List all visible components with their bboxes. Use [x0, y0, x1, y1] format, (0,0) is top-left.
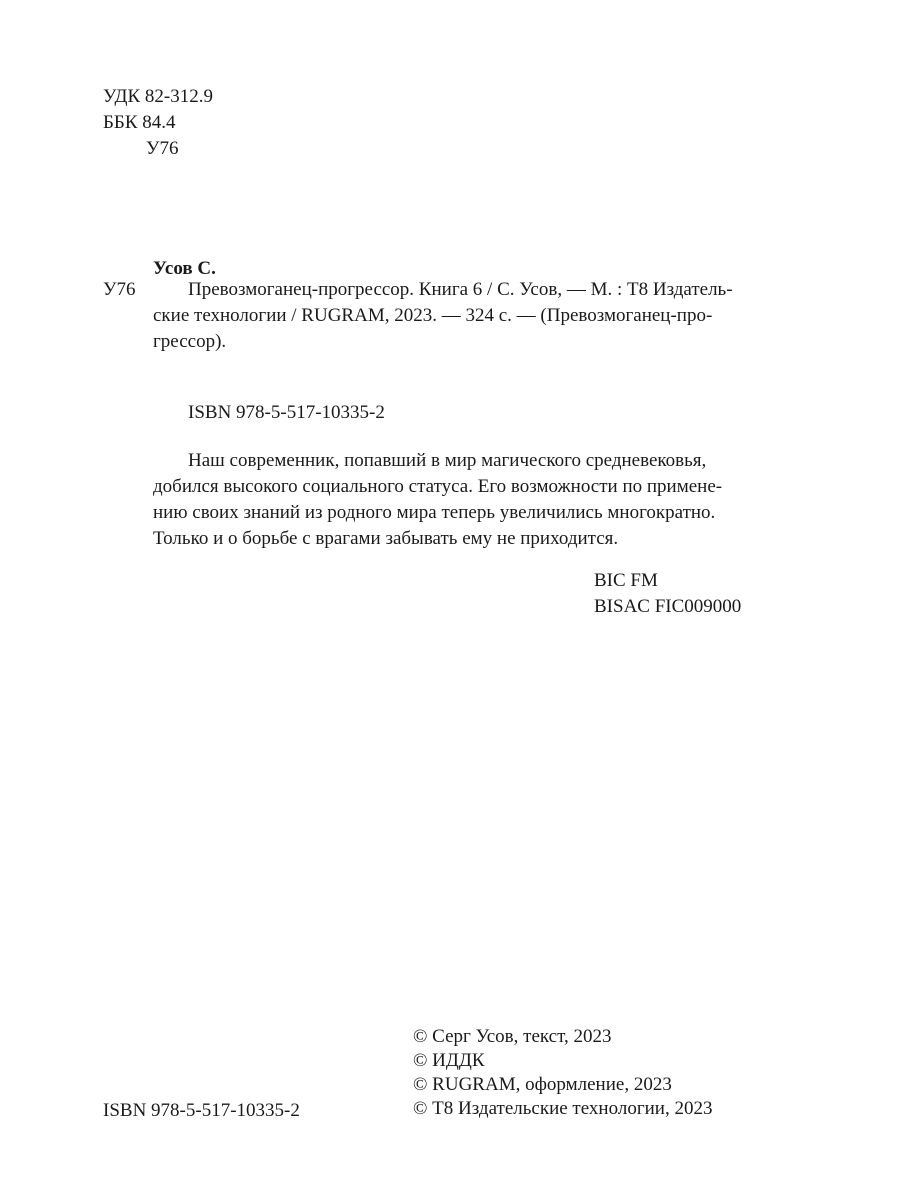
bic-code: BIC FM: [594, 570, 658, 591]
annotation: [153, 448, 763, 552]
copyright-line: © ИДДК: [413, 1050, 485, 1071]
copyright-line: © RUGRAM, оформление, 2023: [413, 1074, 672, 1095]
classification-block: [103, 84, 213, 162]
copyright-line: © Серг Усов, текст, 2023: [413, 1026, 612, 1047]
cutter-side-code: У76: [103, 279, 136, 300]
isbn-footer: ISBN 978-5-517-10335-2: [103, 1100, 300, 1121]
biblio-line: Превозмоганец-прогрессор. Книга 6 / С. Усов, — М. : Т8 Издатель-: [188, 279, 733, 300]
cutter-code: У76: [146, 138, 179, 159]
isbn-record: ISBN 978-5-517-10335-2: [188, 402, 385, 423]
annotation-line: Только и о борьбе с врагами забывать ему не приходится.: [153, 528, 619, 549]
biblio-line: ские технологии / RUGRAM, 2023. — 324 с. — (Превозмоганец-про-: [153, 305, 713, 326]
copyright-block: [413, 1024, 712, 1120]
copyright-line: © Т8 Издательские технологии, 2023: [413, 1098, 713, 1119]
annotation-line: Наш современник, попавший в мир магического средневековья,: [188, 450, 707, 471]
author-heading: Усов С.: [153, 258, 216, 279]
bisac-code: BISAC FIC009000: [594, 596, 742, 617]
biblio-line: грессор).: [153, 331, 227, 352]
annotation-line: нию своих знаний из родного мира теперь увеличились многократно.: [153, 502, 716, 523]
annotation-line: добился высокого социального статуса. Его возможности по примене-: [153, 476, 723, 497]
bibliographic-description: [153, 277, 763, 355]
udk-code: УДК 82-312.9: [103, 86, 213, 107]
bbk-code: ББК 84.4: [103, 112, 176, 133]
subject-codes: [594, 568, 741, 620]
